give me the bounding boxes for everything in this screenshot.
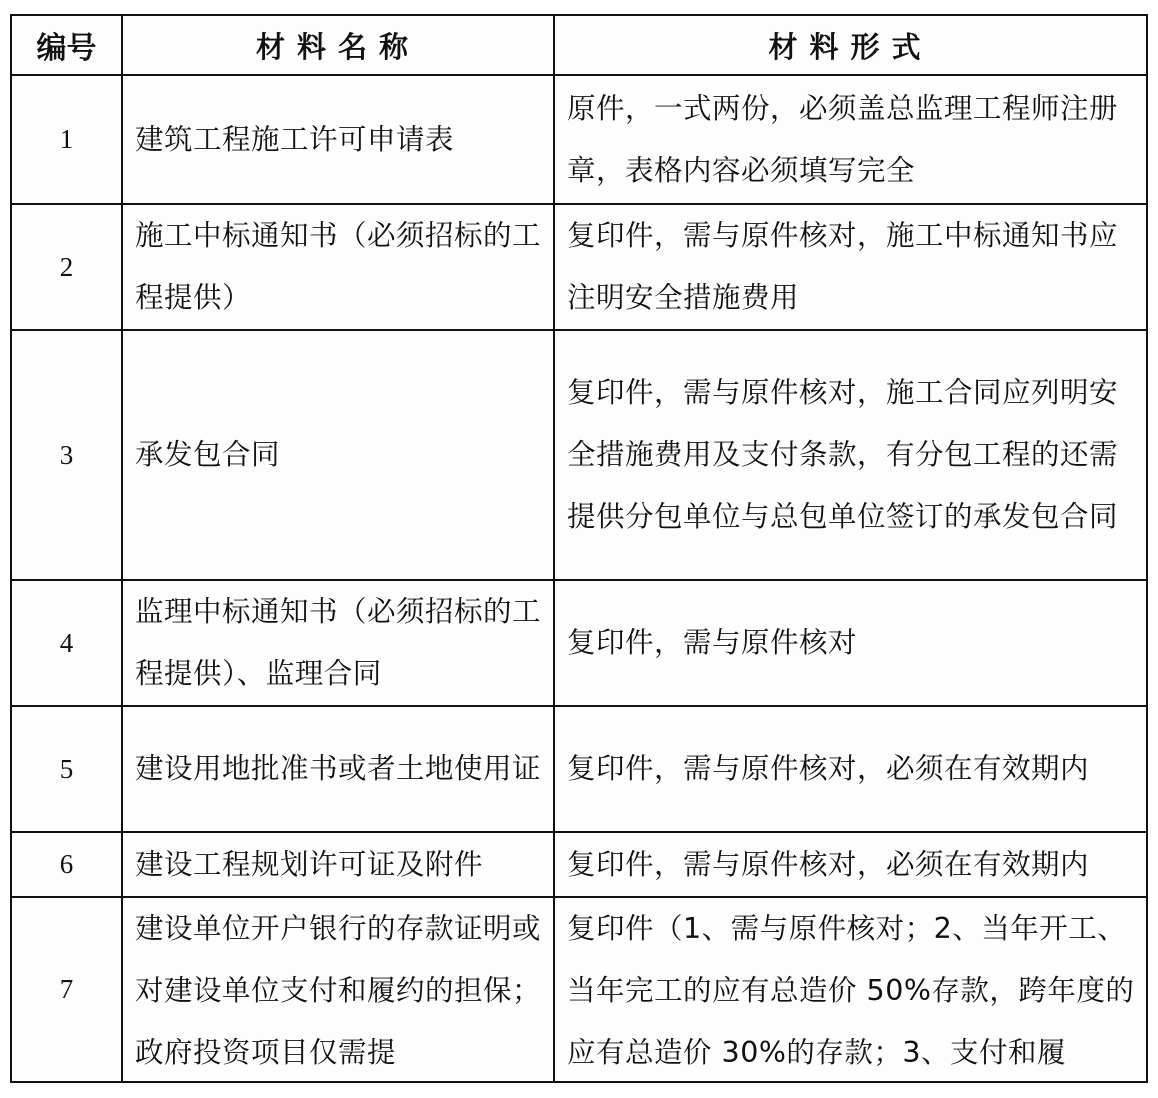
row-number: 5 [11, 706, 122, 832]
materials-table [10, 14, 1148, 1083]
material-name-cell: 建设用地批准书或者土地使用证 [122, 706, 554, 832]
header-material-form: 材料形式 [554, 15, 1147, 75]
material-form-cell: 复印件，需与原件核对，施工中标通知书应注明安全措施费用 [554, 204, 1147, 330]
material-name-text: 建设单位开户银行的存款证明或对建设单位支付和履约的担保；政府投资项目仅需提 [135, 912, 542, 1069]
header-number: 编号 [11, 15, 122, 75]
table-row [11, 897, 1147, 1082]
material-name-cell: 建筑工程施工许可申请表 [122, 75, 554, 204]
material-name-cell [122, 897, 554, 1082]
material-name-cell: 监理中标通知书（必须招标的工程提供）、监理合同 [122, 580, 554, 706]
header-material-name: 材料名称 [122, 15, 554, 75]
row-number: 4 [11, 580, 122, 706]
table-row [11, 330, 1147, 580]
material-form-cell [554, 897, 1147, 1082]
table-row [11, 204, 1147, 330]
table-row [11, 580, 1147, 706]
table-row [11, 706, 1147, 832]
material-form-cell: 复印件，需与原件核对，施工合同应列明安全措施费用及支付条款，有分包工程的还需提供分包单位与总包单位签订的承发包合同 [554, 330, 1147, 580]
material-form-cell: 原件，一式两份，必须盖总监理工程师注册章，表格内容必须填写完全 [554, 75, 1147, 204]
row-number: 3 [11, 330, 122, 580]
table-row [11, 832, 1147, 897]
table-row [11, 75, 1147, 204]
table-header-row [11, 15, 1147, 75]
material-form-cell: 复印件，需与原件核对，必须在有效期内 [554, 832, 1147, 897]
row-number: 2 [11, 204, 122, 330]
material-form-cell: 复印件，需与原件核对，必须在有效期内 [554, 706, 1147, 832]
row-number: 6 [11, 832, 122, 897]
row-number: 1 [11, 75, 122, 204]
material-form-cell: 复印件，需与原件核对 [554, 580, 1147, 706]
material-name-cell: 建设工程规划许可证及附件 [122, 832, 554, 897]
material-name-cell: 施工中标通知书（必须招标的工程提供） [122, 204, 554, 330]
material-form-text: 复印件（1、需与原件核对；2、当年开工、当年完工的应有总造价 50%存款，跨年度的应有总造价 30%的存款；3、支付和履 [567, 912, 1135, 1069]
row-number: 7 [11, 897, 122, 1082]
material-name-cell: 承发包合同 [122, 330, 554, 580]
